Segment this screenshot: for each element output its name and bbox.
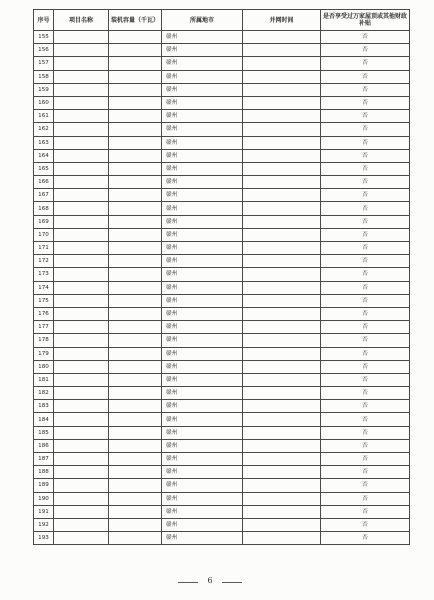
cell-seq: 183 (34, 400, 54, 413)
cell-city: 赣州 (162, 123, 243, 136)
cell-capacity (109, 307, 162, 320)
table-row (34, 162, 410, 175)
cell-city: 赣州 (162, 334, 243, 347)
cell-subsidy: 否 (321, 466, 410, 479)
cell-city: 赣州 (162, 387, 243, 400)
cell-subsidy: 否 (321, 96, 410, 109)
header-seq: 序号 (34, 10, 54, 31)
cell-capacity (109, 70, 162, 83)
cell-date (243, 176, 321, 189)
cell-date (243, 387, 321, 400)
cell-capacity (109, 83, 162, 96)
cell-name (54, 123, 109, 136)
table-row (34, 505, 410, 518)
cell-city: 赣州 (162, 294, 243, 307)
cell-city: 赣州 (162, 347, 243, 360)
header-name: 项目名称 (54, 10, 109, 31)
cell-name (54, 57, 109, 70)
cell-date (243, 307, 321, 320)
cell-seq: 188 (34, 466, 54, 479)
cell-date (243, 479, 321, 492)
cell-name (54, 96, 109, 109)
table-row (34, 453, 410, 466)
cell-subsidy: 否 (321, 479, 410, 492)
cell-city: 赣州 (162, 518, 243, 531)
cell-date (243, 413, 321, 426)
table-row (34, 307, 410, 320)
cell-capacity (109, 426, 162, 439)
cell-seq: 156 (34, 44, 54, 57)
cell-city: 赣州 (162, 149, 243, 162)
cell-subsidy: 否 (321, 44, 410, 57)
cell-capacity (109, 281, 162, 294)
cell-name (54, 347, 109, 360)
cell-date (243, 492, 321, 505)
cell-seq: 178 (34, 334, 54, 347)
cell-date (243, 31, 321, 44)
table-row (34, 413, 410, 426)
cell-date (243, 294, 321, 307)
cell-date (243, 255, 321, 268)
table-row (34, 400, 410, 413)
cell-capacity (109, 176, 162, 189)
table-row (34, 281, 410, 294)
cell-date (243, 400, 321, 413)
table-row (34, 228, 410, 241)
table-row (34, 242, 410, 255)
cell-seq: 168 (34, 202, 54, 215)
cell-city: 赣州 (162, 31, 243, 44)
cell-city: 赣州 (162, 202, 243, 215)
cell-seq: 175 (34, 294, 54, 307)
cell-name (54, 400, 109, 413)
header-subsidy: 是否享受过万家屋顶或其他财政补贴 (321, 10, 410, 31)
cell-date (243, 57, 321, 70)
cell-name (54, 70, 109, 83)
cell-capacity (109, 347, 162, 360)
cell-subsidy: 否 (321, 439, 410, 452)
cell-date (243, 136, 321, 149)
cell-subsidy: 否 (321, 215, 410, 228)
cell-seq: 157 (34, 57, 54, 70)
cell-date (243, 123, 321, 136)
table-row (34, 387, 410, 400)
cell-city: 赣州 (162, 215, 243, 228)
table-row (34, 57, 410, 70)
table-row (34, 518, 410, 531)
cell-seq: 171 (34, 242, 54, 255)
cell-seq: 165 (34, 162, 54, 175)
cell-name (54, 294, 109, 307)
cell-seq: 182 (34, 387, 54, 400)
cell-name (54, 360, 109, 373)
grid-connection-table (33, 9, 410, 545)
table-row (34, 373, 410, 386)
cell-name (54, 149, 109, 162)
cell-date (243, 242, 321, 255)
cell-date (243, 202, 321, 215)
cell-seq: 176 (34, 307, 54, 320)
cell-seq: 191 (34, 505, 54, 518)
cell-capacity (109, 479, 162, 492)
cell-city: 赣州 (162, 479, 243, 492)
cell-city: 赣州 (162, 532, 243, 545)
cell-date (243, 518, 321, 531)
cell-city: 赣州 (162, 439, 243, 452)
table-row (34, 334, 410, 347)
cell-seq: 192 (34, 518, 54, 531)
table-row (34, 70, 410, 83)
cell-subsidy: 否 (321, 307, 410, 320)
cell-name (54, 466, 109, 479)
table-row (34, 202, 410, 215)
cell-seq: 162 (34, 123, 54, 136)
cell-subsidy: 否 (321, 136, 410, 149)
cell-name (54, 334, 109, 347)
cell-name (54, 162, 109, 175)
table-row (34, 149, 410, 162)
cell-city: 赣州 (162, 505, 243, 518)
cell-seq: 180 (34, 360, 54, 373)
table-row (34, 268, 410, 281)
cell-capacity (109, 189, 162, 202)
table-row (34, 110, 410, 123)
cell-city: 赣州 (162, 426, 243, 439)
cell-seq: 161 (34, 110, 54, 123)
cell-capacity (109, 413, 162, 426)
cell-name (54, 281, 109, 294)
cell-subsidy: 否 (321, 228, 410, 241)
cell-capacity (109, 136, 162, 149)
cell-capacity (109, 96, 162, 109)
cell-subsidy: 否 (321, 400, 410, 413)
cell-seq: 174 (34, 281, 54, 294)
cell-name (54, 136, 109, 149)
cell-city: 赣州 (162, 83, 243, 96)
header-city: 所属地市 (162, 10, 243, 31)
cell-subsidy: 否 (321, 202, 410, 215)
footer-dash-right (222, 582, 242, 583)
cell-seq: 159 (34, 83, 54, 96)
table-row (34, 44, 410, 57)
cell-name (54, 110, 109, 123)
cell-name (54, 426, 109, 439)
table-row (34, 96, 410, 109)
cell-name (54, 413, 109, 426)
cell-subsidy: 否 (321, 373, 410, 386)
cell-capacity (109, 373, 162, 386)
cell-subsidy: 否 (321, 505, 410, 518)
cell-subsidy: 否 (321, 387, 410, 400)
cell-subsidy: 否 (321, 413, 410, 426)
cell-seq: 169 (34, 215, 54, 228)
cell-name (54, 215, 109, 228)
cell-subsidy: 否 (321, 176, 410, 189)
cell-city: 赣州 (162, 228, 243, 241)
cell-subsidy: 否 (321, 70, 410, 83)
cell-date (243, 162, 321, 175)
cell-date (243, 96, 321, 109)
table-row (34, 466, 410, 479)
cell-date (243, 110, 321, 123)
cell-date (243, 215, 321, 228)
cell-city: 赣州 (162, 242, 243, 255)
cell-capacity (109, 294, 162, 307)
table-row (34, 439, 410, 452)
cell-name (54, 505, 109, 518)
cell-subsidy: 否 (321, 123, 410, 136)
cell-name (54, 321, 109, 334)
cell-city: 赣州 (162, 255, 243, 268)
cell-date (243, 268, 321, 281)
cell-date (243, 439, 321, 452)
cell-city: 赣州 (162, 136, 243, 149)
cell-city: 赣州 (162, 281, 243, 294)
cell-subsidy: 否 (321, 492, 410, 505)
cell-capacity (109, 360, 162, 373)
cell-name (54, 479, 109, 492)
cell-capacity (109, 321, 162, 334)
footer-dash-left (178, 582, 198, 583)
cell-capacity (109, 492, 162, 505)
cell-subsidy: 否 (321, 321, 410, 334)
cell-subsidy: 否 (321, 334, 410, 347)
table-row (34, 360, 410, 373)
cell-date (243, 347, 321, 360)
cell-city: 赣州 (162, 96, 243, 109)
cell-seq: 177 (34, 321, 54, 334)
cell-capacity (109, 518, 162, 531)
cell-date (243, 360, 321, 373)
cell-subsidy: 否 (321, 162, 410, 175)
cell-name (54, 176, 109, 189)
cell-seq: 167 (34, 189, 54, 202)
cell-capacity (109, 268, 162, 281)
cell-seq: 186 (34, 439, 54, 452)
table-body (34, 31, 410, 545)
cell-date (243, 426, 321, 439)
cell-subsidy: 否 (321, 255, 410, 268)
cell-subsidy: 否 (321, 360, 410, 373)
cell-date (243, 70, 321, 83)
cell-capacity (109, 505, 162, 518)
cell-date (243, 453, 321, 466)
cell-seq: 173 (34, 268, 54, 281)
cell-date (243, 532, 321, 545)
cell-name (54, 31, 109, 44)
cell-seq: 193 (34, 532, 54, 545)
cell-city: 赣州 (162, 453, 243, 466)
cell-city: 赣州 (162, 321, 243, 334)
cell-city: 赣州 (162, 360, 243, 373)
cell-city: 赣州 (162, 189, 243, 202)
cell-city: 赣州 (162, 307, 243, 320)
cell-seq: 155 (34, 31, 54, 44)
cell-city: 赣州 (162, 400, 243, 413)
cell-name (54, 307, 109, 320)
cell-name (54, 518, 109, 531)
cell-seq: 160 (34, 96, 54, 109)
cell-city: 赣州 (162, 413, 243, 426)
cell-capacity (109, 400, 162, 413)
cell-capacity (109, 439, 162, 452)
cell-city: 赣州 (162, 44, 243, 57)
cell-seq: 190 (34, 492, 54, 505)
cell-name (54, 255, 109, 268)
cell-name (54, 453, 109, 466)
table-row (34, 347, 410, 360)
table-row (34, 215, 410, 228)
cell-city: 赣州 (162, 162, 243, 175)
cell-capacity (109, 202, 162, 215)
table-row (34, 176, 410, 189)
cell-capacity (109, 453, 162, 466)
cell-seq: 181 (34, 373, 54, 386)
cell-name (54, 492, 109, 505)
table-header-row (34, 10, 410, 31)
cell-capacity (109, 31, 162, 44)
cell-capacity (109, 44, 162, 57)
cell-capacity (109, 149, 162, 162)
table-row (34, 426, 410, 439)
cell-date (243, 149, 321, 162)
cell-date (243, 83, 321, 96)
cell-date (243, 228, 321, 241)
cell-subsidy: 否 (321, 242, 410, 255)
cell-date (243, 373, 321, 386)
cell-capacity (109, 123, 162, 136)
header-capacity: 装机容量（千瓦） (109, 10, 162, 31)
cell-subsidy: 否 (321, 532, 410, 545)
cell-name (54, 242, 109, 255)
cell-subsidy: 否 (321, 518, 410, 531)
cell-capacity (109, 387, 162, 400)
cell-capacity (109, 532, 162, 545)
cell-capacity (109, 242, 162, 255)
cell-city: 赣州 (162, 176, 243, 189)
cell-name (54, 228, 109, 241)
cell-subsidy: 否 (321, 294, 410, 307)
table-row (34, 136, 410, 149)
cell-name (54, 268, 109, 281)
cell-subsidy: 否 (321, 347, 410, 360)
cell-capacity (109, 110, 162, 123)
cell-seq: 170 (34, 228, 54, 241)
cell-date (243, 189, 321, 202)
cell-name (54, 189, 109, 202)
table-row (34, 479, 410, 492)
cell-seq: 179 (34, 347, 54, 360)
table-row (34, 492, 410, 505)
cell-city: 赣州 (162, 70, 243, 83)
cell-name (54, 387, 109, 400)
cell-city: 赣州 (162, 466, 243, 479)
table-row (34, 321, 410, 334)
cell-seq: 166 (34, 176, 54, 189)
cell-name (54, 83, 109, 96)
header-date: 并网时间 (243, 10, 321, 31)
cell-city: 赣州 (162, 268, 243, 281)
cell-seq: 172 (34, 255, 54, 268)
cell-capacity (109, 228, 162, 241)
cell-subsidy: 否 (321, 426, 410, 439)
cell-city: 赣州 (162, 57, 243, 70)
table-row (34, 83, 410, 96)
cell-capacity (109, 255, 162, 268)
cell-date (243, 334, 321, 347)
cell-name (54, 439, 109, 452)
cell-date (243, 44, 321, 57)
cell-date (243, 505, 321, 518)
cell-seq: 184 (34, 413, 54, 426)
cell-date (243, 321, 321, 334)
cell-name (54, 202, 109, 215)
cell-capacity (109, 334, 162, 347)
cell-date (243, 466, 321, 479)
cell-capacity (109, 215, 162, 228)
cell-subsidy: 否 (321, 281, 410, 294)
table-row (34, 294, 410, 307)
table-row (34, 189, 410, 202)
cell-seq: 158 (34, 70, 54, 83)
cell-city: 赣州 (162, 373, 243, 386)
cell-seq: 189 (34, 479, 54, 492)
cell-subsidy: 否 (321, 149, 410, 162)
cell-name (54, 44, 109, 57)
table-row (34, 255, 410, 268)
cell-seq: 164 (34, 149, 54, 162)
cell-subsidy: 否 (321, 110, 410, 123)
page-number: 6 (207, 576, 213, 585)
cell-name (54, 532, 109, 545)
cell-capacity (109, 57, 162, 70)
cell-city: 赣州 (162, 110, 243, 123)
cell-seq: 187 (34, 453, 54, 466)
cell-date (243, 281, 321, 294)
cell-seq: 163 (34, 136, 54, 149)
cell-subsidy: 否 (321, 83, 410, 96)
cell-capacity (109, 466, 162, 479)
table-row (34, 123, 410, 136)
cell-subsidy: 否 (321, 189, 410, 202)
cell-subsidy: 否 (321, 31, 410, 44)
table-row (34, 532, 410, 545)
cell-seq: 185 (34, 426, 54, 439)
cell-name (54, 373, 109, 386)
cell-subsidy: 否 (321, 453, 410, 466)
cell-subsidy: 否 (321, 57, 410, 70)
cell-subsidy: 否 (321, 268, 410, 281)
cell-capacity (109, 162, 162, 175)
cell-city: 赣州 (162, 492, 243, 505)
table-row (34, 31, 410, 44)
